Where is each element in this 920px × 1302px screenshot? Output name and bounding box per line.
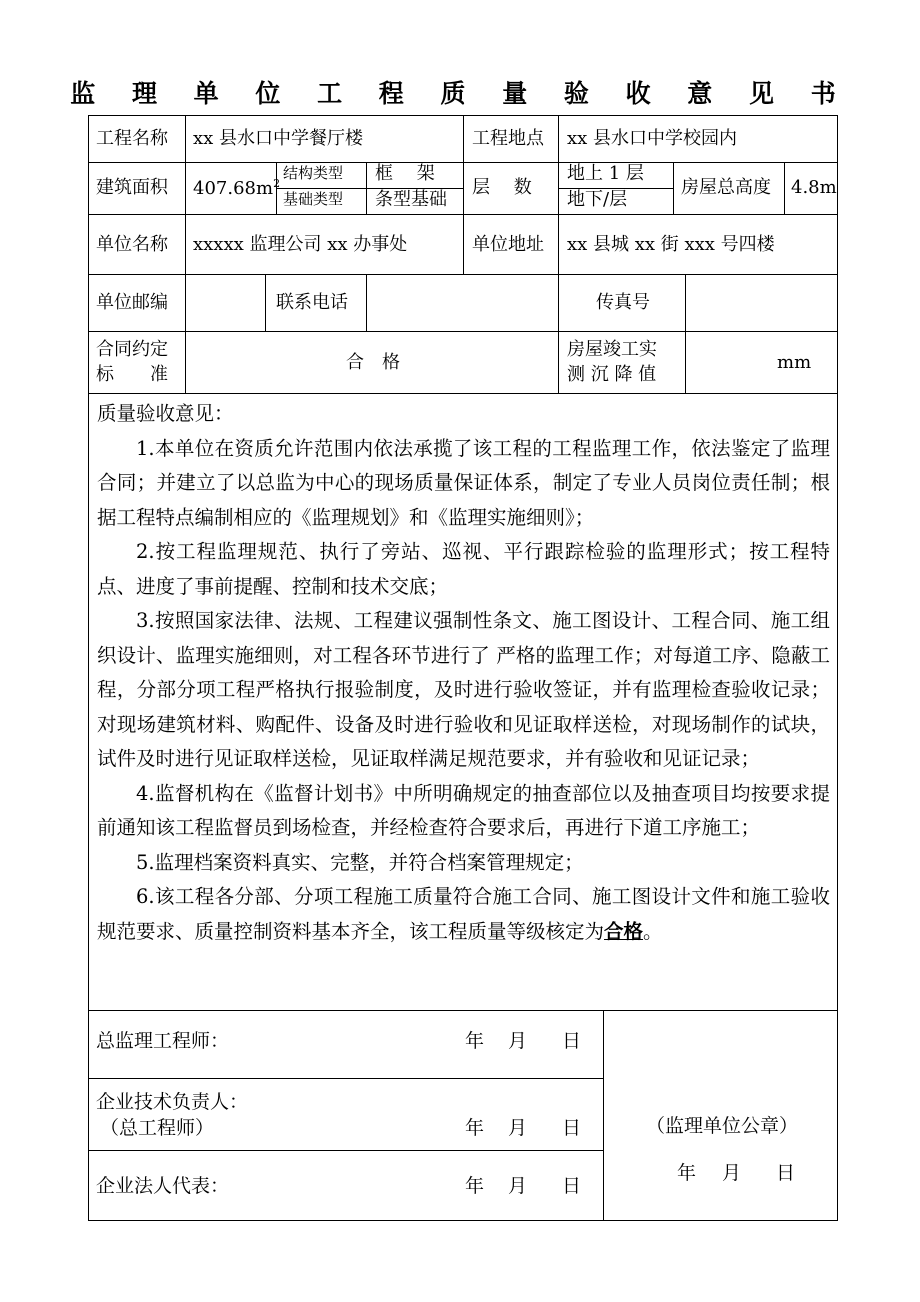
seal-label: （监理单位公章） [646,1115,799,1137]
opinion-item-3: 3.按照国家法律、法规、工程建议强制性条文、施工图设计、工程合同、施工组织设计、监理实施细则，对工程各环节进行了 严格的监理工作；对每道工序、隐蔽工程，分部分项工程严格执行报验制度，及时进行验收签证，并有监理检查验收记录；对现场建筑材料、购配件、设备及时进行验收和见证取样送检，对现场制作的试块，试件及时进行见证取样送检，见证取样满足规范要求，并有验收和见证记录； [97,609,830,770]
quality-grade: 合格 [604,919,644,943]
project-location-value: xx 县水口中学校园内 [567,128,738,149]
col-divider [185,115,186,393]
opinion-item-4: 4.监督机构在《监督计划书》中所明确规定的抽查部位以及抽查项目均按要求提前通知该工程监督员到场检查，并经检查符合要求后，再进行下道工序施工； [97,781,830,839]
date-month: 月 [508,1175,528,1197]
contract-standard-label-2: 标 准 [96,364,168,385]
date-day: 日 [562,1117,582,1139]
floors-below-value: 地下/层 [567,189,628,210]
foundation-type-value: 条型基础 [375,189,447,210]
document-title: 监 理 单 位 工 程 质 量 验 收 意 见 书 [70,79,850,108]
col-divider [366,274,367,331]
row-divider [88,393,838,394]
col-divider [558,115,559,274]
phone-label: 联系电话 [276,292,348,313]
quality-opinion [97,397,830,949]
foundation-type-label: 基础类型 [283,190,344,208]
seal-date-month: 月 [722,1162,742,1184]
row-divider [88,1150,603,1151]
col-divider [265,274,266,331]
unit-address-value: xx 县城 xx 街 xxx 号四楼 [567,234,775,255]
building-height-label: 房屋总高度 [681,177,771,198]
opinion-item-2: 2.按工程监理规范、执行了旁站、巡视、平行跟踪检验的监理形式；按工程特点、进度了事前提醒、控制和技术交底； [97,540,830,598]
legal-rep-label: 企业法人代表： [96,1175,230,1197]
date-month: 月 [508,1117,528,1139]
row-divider [88,331,838,332]
settlement-label-2: 测 沉 降 值 [567,364,657,385]
structure-type-label: 结构类型 [283,164,344,182]
project-name-label: 工程名称 [96,128,168,149]
building-area-label: 建筑面积 [96,177,168,198]
project-location-label: 工程地点 [472,128,544,149]
col-divider [673,162,674,214]
opinion-item-5: 5.监理档案资料真实、完整，并符合档案管理规定； [136,850,584,874]
row-divider [88,1078,603,1079]
date-year: 年 [465,1175,485,1197]
col-divider [558,274,559,331]
contract-standard-value: 合 格 [346,352,400,373]
col-divider [685,331,686,393]
opinion-item-6: 6.该工程各分部、分项工程施工质量符合施工合同、施工图设计文件和施工验收规范要求、质量控制资料基本齐全，该工程质量等级核定为合格。 [97,885,830,943]
settlement-unit: mm [777,352,812,373]
chief-engineer-label: （总工程师） [100,1117,215,1139]
date-day: 日 [562,1175,582,1197]
col-divider [784,162,785,214]
date-day: 日 [562,1030,582,1052]
col-divider [366,162,367,214]
structure-type-value: 框 架 [375,163,435,184]
settlement-label: 房屋竣工实 [567,339,657,360]
seal-date-year: 年 [677,1162,697,1184]
unit-address-label: 单位地址 [472,234,544,255]
project-name-value: xx 县水口中学餐厅楼 [193,128,364,149]
floors-above-value: 地上 1 层 [567,163,644,184]
opinion-item-1: 1.本单位在资质允许范围内依法承揽了该工程的工程监理工作，依法鉴定了监理合同；并建立了以总监为中心的现场质量保证体系，制定了专业人员岗位责任制；根据工程特点编制相应的《监理规划》和《监理实施细则》； [97,436,830,529]
col-divider [463,115,464,274]
floors-label: 层 数 [472,177,532,198]
seal-date-day: 日 [776,1162,796,1184]
contract-standard-label: 合同约定 [96,339,168,360]
row-divider [88,1010,838,1011]
date-month: 月 [508,1030,528,1052]
unit-name-label: 单位名称 [96,234,168,255]
tech-lead-label: 企业技术负责人： [96,1091,249,1113]
unit-name-value: xxxxx 监理公司 xx 办事处 [193,234,408,255]
row-divider [88,274,838,275]
building-area-value: $407.68m^2$ [193,177,281,199]
building-height-value: 4.8m [791,177,837,198]
opinion-heading: 质量验收意见： [97,402,234,425]
date-year: 年 [465,1030,485,1052]
col-divider [685,274,686,331]
fax-label: 传真号 [596,292,650,313]
postcode-label: 单位邮编 [96,292,168,313]
chief-supervisor-label: 总监理工程师： [96,1030,230,1052]
date-year: 年 [465,1117,485,1139]
col-divider [603,1010,604,1221]
col-divider [558,331,559,393]
